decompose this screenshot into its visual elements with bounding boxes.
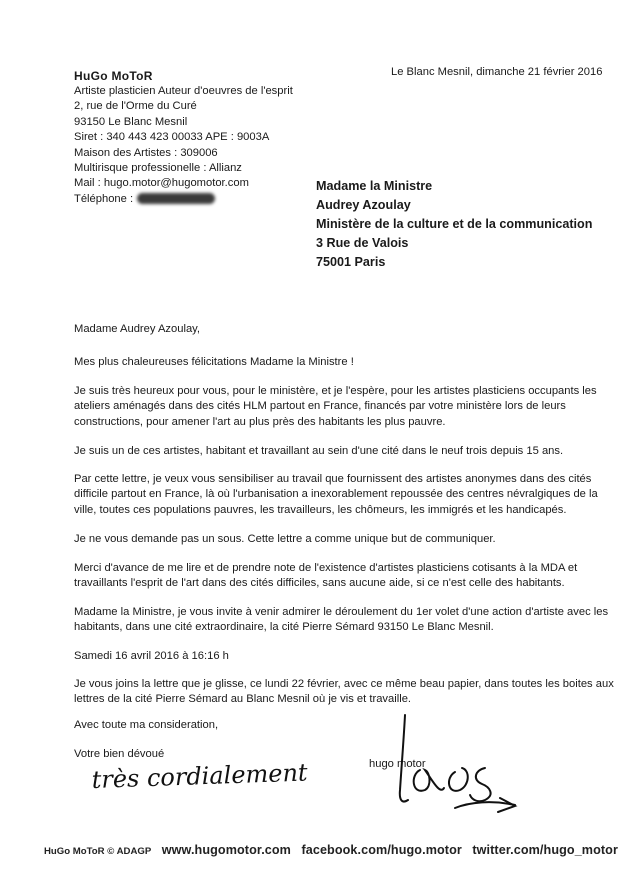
body-paragraph: Mes plus chaleureuses félicitations Madame la Ministre ! [74, 356, 354, 368]
footer-twitter-link[interactable]: twitter.com/hugo_motor [472, 843, 618, 857]
footer-copyright: HuGo MoToR © ADAGP [44, 846, 152, 857]
signature-stroke [414, 770, 444, 791]
signature-stroke [498, 798, 515, 812]
votre-bien-devoue: Votre bien dévoué [74, 748, 165, 760]
signature-stroke [400, 715, 408, 802]
sender-email: Mail : hugo.motor@hugomotor.com [74, 177, 249, 190]
recipient-line: Madame la Ministre [316, 179, 433, 193]
body-paragraph: Je ne vous demande pas un sous. Cette lettre a comme unique but de communiquer. [74, 533, 496, 545]
dateline: Le Blanc Mesnil, dimanche 21 février 2016 [391, 66, 603, 78]
body-paragraph: Je suis très heureux pour vous, pour le ministère, et je l'espère, pour les artistes plasticiens occupants les ateliers aménagés dans des cités HLM partout en France, financés par votre ministère lors de leurs constructions, pour amener l'art au plus près des habitants les plus pauvre. [74, 385, 597, 428]
closing-line: Avec toute ma consideration, [74, 719, 219, 731]
body-paragraph: Je vous joins la lettre que je glisse, ce lundi 22 février, avec ce même beau papier, dans toutes les boites aux lettres de la cité Pierre Sémard au Blanc Mesnil où je vis et travaille. [74, 678, 614, 706]
body-paragraph: Madame la Ministre, je vous invite à venir admirer le déroulement du 1er volet d'une action d'artiste avec les habitants, dans une cité extraordinaire, la cité Pierre Sémard 93150 Le Blanc Mesnil. [74, 606, 609, 634]
sender-line: Maison des Artistes : 309006 [74, 146, 218, 159]
recipient-line: 3 Rue de Valois [316, 236, 409, 250]
body-paragraph: Merci d'avance de me lire et de prendre note de l'existence d'artistes plasticiens cotisants à la MDA et travaillants l'esprit de l'art dans des cités difficiles, sans aucune aide, si ce n'est celle des habitants. [74, 562, 578, 590]
salutation: Madame Audrey Azoulay, [74, 323, 201, 335]
footer [44, 841, 624, 859]
signature-name: hugo motor [369, 758, 426, 770]
footer-facebook-link[interactable]: facebook.com/hugo.motor [301, 843, 462, 857]
recipient-line: Ministère de la culture et de la communication [316, 217, 593, 231]
signature-scribble [400, 715, 515, 812]
sender-line: Multirisque professionelle : Allianz [74, 162, 242, 175]
sender-phone-label: Téléphone : [74, 192, 134, 205]
body-paragraph: Je suis un de ces artistes, habitant et travaillant au sein d'une cité dans le neuf trois depuis 15 ans. [74, 445, 564, 457]
sender-line: Siret : 340 443 423 00033 APE : 9003A [74, 131, 270, 144]
sender-line: 2, rue de l'Orme du Curé [74, 100, 197, 113]
sender-name: HuGo MoToR [74, 69, 153, 83]
body-paragraph: Par cette lettre, je veux vous sensibiliser au travail que fournissent des artistes anonymes dans des cités difficile partout en France, là où l'urbanisation a inexorablement repoussée des centres névralgiques de la ville, toutes ces populations pauvres, les travailleurs, les chômeurs, les immigrés et les handicapés. [74, 473, 598, 516]
event-date: Samedi 16 avril 2016 à 16:16 h [74, 650, 229, 662]
sender-line: 93150 Le Blanc Mesnil [74, 115, 188, 128]
signature-stroke [470, 768, 491, 801]
handwritten-note: très cordialement [91, 758, 308, 794]
signature-stroke [449, 768, 468, 791]
recipient-line: 75001 Paris [316, 255, 386, 269]
sender-line: Artiste plasticien Auteur d'oeuvres de l'esprit [74, 85, 293, 97]
recipient-line: Audrey Azoulay [316, 198, 411, 212]
signature-stroke [455, 802, 515, 808]
footer-website-link[interactable]: www.hugomotor.com [161, 843, 291, 857]
